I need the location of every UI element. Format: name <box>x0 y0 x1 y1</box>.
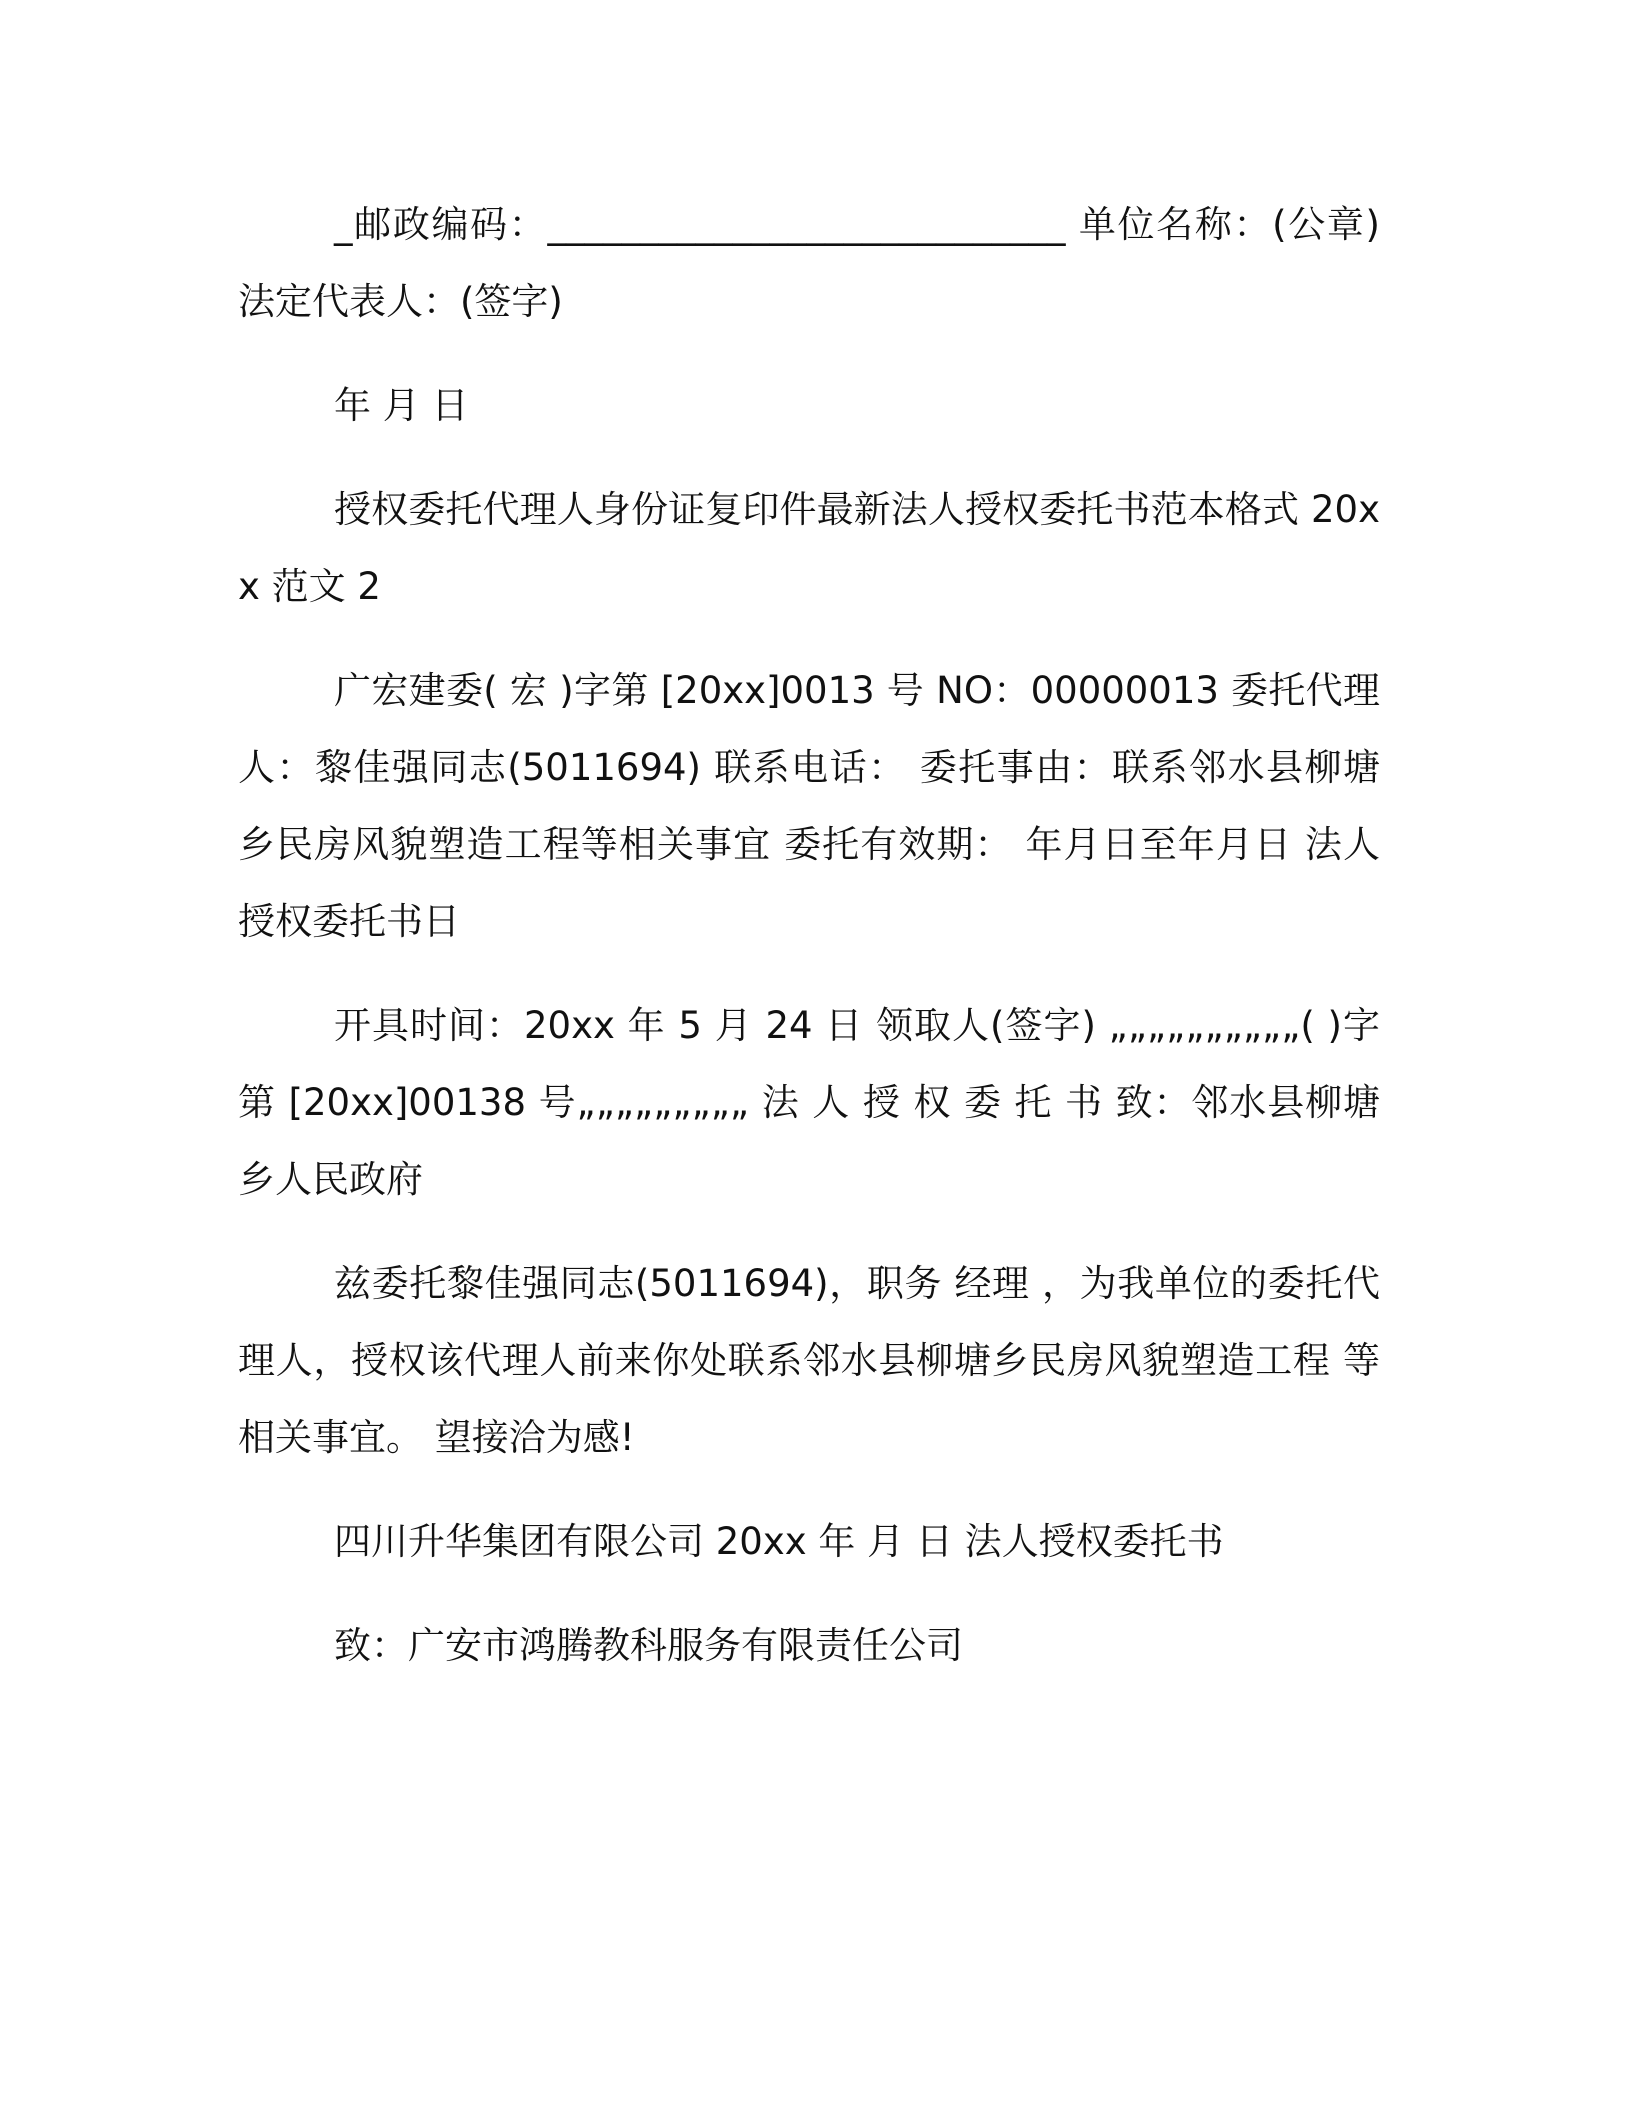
paragraph-delegation: 兹委托黎佳强同志(5011694)，职务 经理 ，为我单位的委托代理人，授权该代理人前来你处联系邻水县柳塘乡民房风貌塑造工程 等相关事宜。 望接洽为感! <box>238 1262 1380 1459</box>
paragraph-recipient: 致：广安市鸿腾教科服务有限责任公司 <box>334 1624 963 1667</box>
paragraph-authorization-info: 广宏建委( 宏 )字第 [20xx]0013 号 NO：00000013 委托代理人：黎佳强同志(5011694) 联系电话： 委托事由：联系邻水县柳塘乡民房风貌塑造工程等相关事宜 委托有效期： 年月日至年月日 法人授权委托书日 <box>238 669 1380 943</box>
paragraph-issue-time: 开具时间：20xx 年 5 月 24 日 领取人(签字) „„„„„„„„„„( )字第 [20xx]00138 号„„„„„„„„„ 法 人 授 权 委 托 书 致：邻水县柳塘乡人民政府 <box>238 1004 1380 1201</box>
paragraph-title: 授权委托代理人身份证复印件最新法人授权委托书范本格式 20xx 范文 2 <box>238 488 1380 608</box>
paragraph-company-date: 四川升华集团有限公司 20xx 年 月 日 法人授权委托书 <box>334 1520 1224 1563</box>
paragraph-postal-and-unit: _邮政编码：____________________________ 单位名称：(公章) 法定代表人：(签字) <box>238 203 1380 323</box>
paragraph-date: 年 月 日 <box>334 384 469 427</box>
document-body <box>238 186 1380 1684</box>
